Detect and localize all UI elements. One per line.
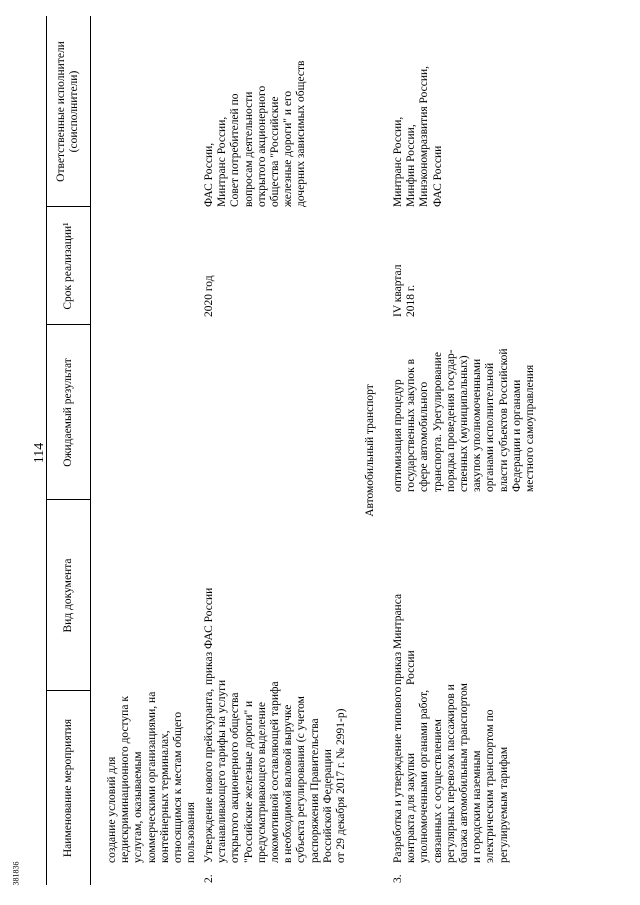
section-title: Автомобильный транспорт (364, 384, 376, 517)
header-deadline: Срок реализации¹ (61, 222, 74, 310)
header-bottom-border (90, 16, 91, 885)
rotated-table (44, 16, 610, 885)
header-executors-line1: Ответственные исполнители (55, 41, 67, 182)
row1-name: создание условий для недискриминационного доступа к услугам, оказываемым коммерческими организациями, на контейнерных терминалах, относящимся к местам общего пользования (106, 691, 198, 863)
header-name: Наименование мероприятия (61, 718, 74, 858)
row2-name: Утверждение нового прейскуранта, устанавливающего тарифы на услуги открытого акционерного общества "Российские железные дороги" и предусматривающего выделение локомотивной составляющей тарифа в необходимой валовой выручке субъекта регулирования (с учетом распоряжения Правительства Российской Федерации от 29 декабря 2017 г. № 2991-р) (203, 679, 348, 863)
row3-number: 3. (392, 874, 404, 883)
table-top-border (46, 16, 47, 885)
header-result: Ожидаемый результат (61, 358, 74, 467)
header-executors (48, 16, 88, 207)
header-doc-type: Вид документа (61, 558, 74, 633)
document-code: 381836 (11, 861, 21, 886)
row3-result: оптимизация процедур государственных закупок в сфере автомобильного транспорта. Урегулирование порядка проведения государ- ственных (муниципальных) закупок уполномоченными органами исполнительной власти субъектов Российской Федерации и органами местного самоуправления (392, 348, 537, 492)
row2-deadline: 2020 год (203, 275, 215, 317)
row2-number: 2. (203, 874, 215, 883)
row2-executors: ФАС России, Минтранс России, Совет потребителей по вопросам деятельности открытого акционерного общества "Российские железные дороги" и его дочерних зависимых обществ (203, 60, 308, 207)
header-executors-line2: (соисполнители) (68, 70, 80, 153)
row3-deadline: IV квартал 2018 г. (392, 264, 418, 317)
row2-doc-type: приказ ФАС России (203, 587, 215, 685)
page-number: 114 (32, 442, 47, 464)
row3-doc-type: приказ Минтранса России (392, 593, 418, 685)
row3-name: Разработка и утверждение типового контракта для закупки уполномоченными органами работ, связанных с осуществлением регулярных перевозок пассажиров и багажа автомобильным транспортом и городским наземным электрическим транспортом по регулируемым тарифам (392, 683, 510, 863)
row3-executors: Минтранс России, Минфин России, Минэкономразвития России, ФАС России (392, 65, 444, 207)
